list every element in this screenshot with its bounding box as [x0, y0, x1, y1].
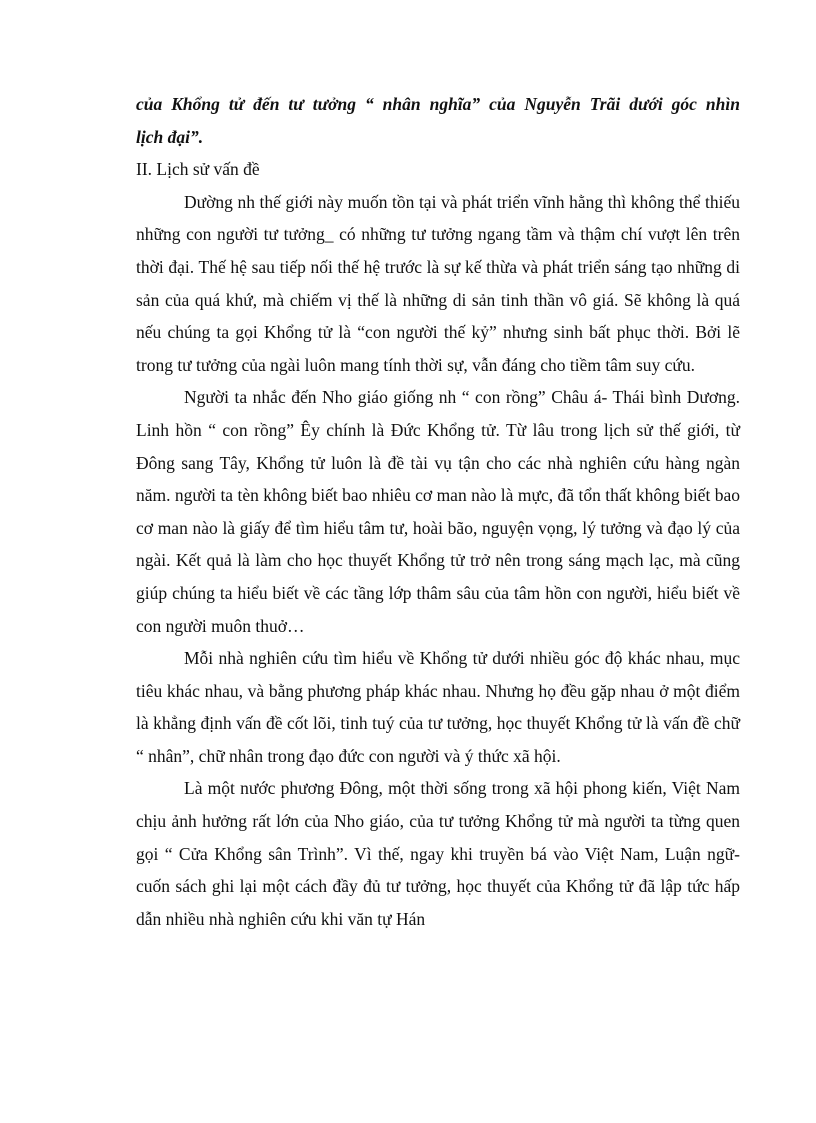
paragraph-3: Mỗi nhà nghiên cứu tìm hiểu về Khổng tử dưới nhiều góc độ khác nhau, mục tiêu khác nhau, và bằng phương pháp khác nhau. Nhưng họ đều gặp nhau ở một điểm là khẳng định vấn đề cốt lõi, tinh tuý của tư tưởng, học thuyết Khổng tử là vấn đề chữ “ nhân”, chữ nhân trong đạo đức con người và ý thức xã hội. — [136, 648, 740, 766]
title-line-2: lịch đại”. — [136, 126, 204, 147]
section-heading: II. Lịch sử vấn đề — [136, 159, 260, 180]
paragraph-1: Dường nh thế giới này muốn tồn tại và phát triển vĩnh hằng thì không thể thiếu những con người tư tưởng_ có những tư tưởng ngang tầm và thậm chí vượt lên trên thời đại. Thế hệ sau tiếp nối thế hệ trước là sự kế thừa và phát triển sáng tạo những di sản của quá khứ, mà chiếm vị thế là những di sản tinh thần vô giá. Sẽ không là quá nếu chúng ta gọi Khổng tử là “con người thế kỷ” nhưng sinh bất phục thời. Bởi lẽ trong tư tưởng của ngài luôn mang tính thời sự, vẫn đáng cho tiềm tâm suy cứu. — [136, 191, 740, 375]
paragraph-4: Là một nước phương Đông, một thời sống trong xã hội phong kiến, Việt Nam chịu ảnh hưởng rất lớn của Nho giáo, của tư tưởng Khổng tử mà người ta từng quen gọi “ Cửa Khổng sân Trình”. Vì thế, ngay khi truyền bá vào Việt Nam, Luận ngữ- cuốn sách ghi lại một cách đầy đủ tư tưởng, học thuyết của Khổng tử đã lập tức hấp dẫn nhiều nhà nghiên cứu khi văn tự Hán — [136, 778, 740, 929]
paragraph-2: Người ta nhắc đến Nho giáo giống nh “ con rồng” Châu á- Thái bình Dương. Linh hồn “ con rồng” Êy chính là Đức Khổng tử. Từ lâu trong lịch sử thế giới, từ Đông sang Tây, Khổng tử luôn là đề tài vụ tận cho các nhà nghiên cứu hàng ngàn năm. người ta tèn không biết bao nhiêu cơ man nào là mực, đã tổn thất không biết bao cơ man nào là giấy để tìm hiểu tâm tư, hoài bão, nguyện vọng, lý tưởng và đạo lý của ngài. Kết quả là làm cho học thuyết Khổng tử trở nên trong sáng mạch lạc, mà cũng giúp chúng ta hiểu biết về các tầng lớp thâm sâu của tâm hồn con người, hiểu biết về con người muôn thuở… — [136, 387, 740, 636]
document-page — [136, 88, 740, 935]
title-line-1: của Khổng tử đến tư tưởng “ nhân nghĩa” của Nguyễn Trãi dưới góc nhìn — [136, 94, 740, 114]
